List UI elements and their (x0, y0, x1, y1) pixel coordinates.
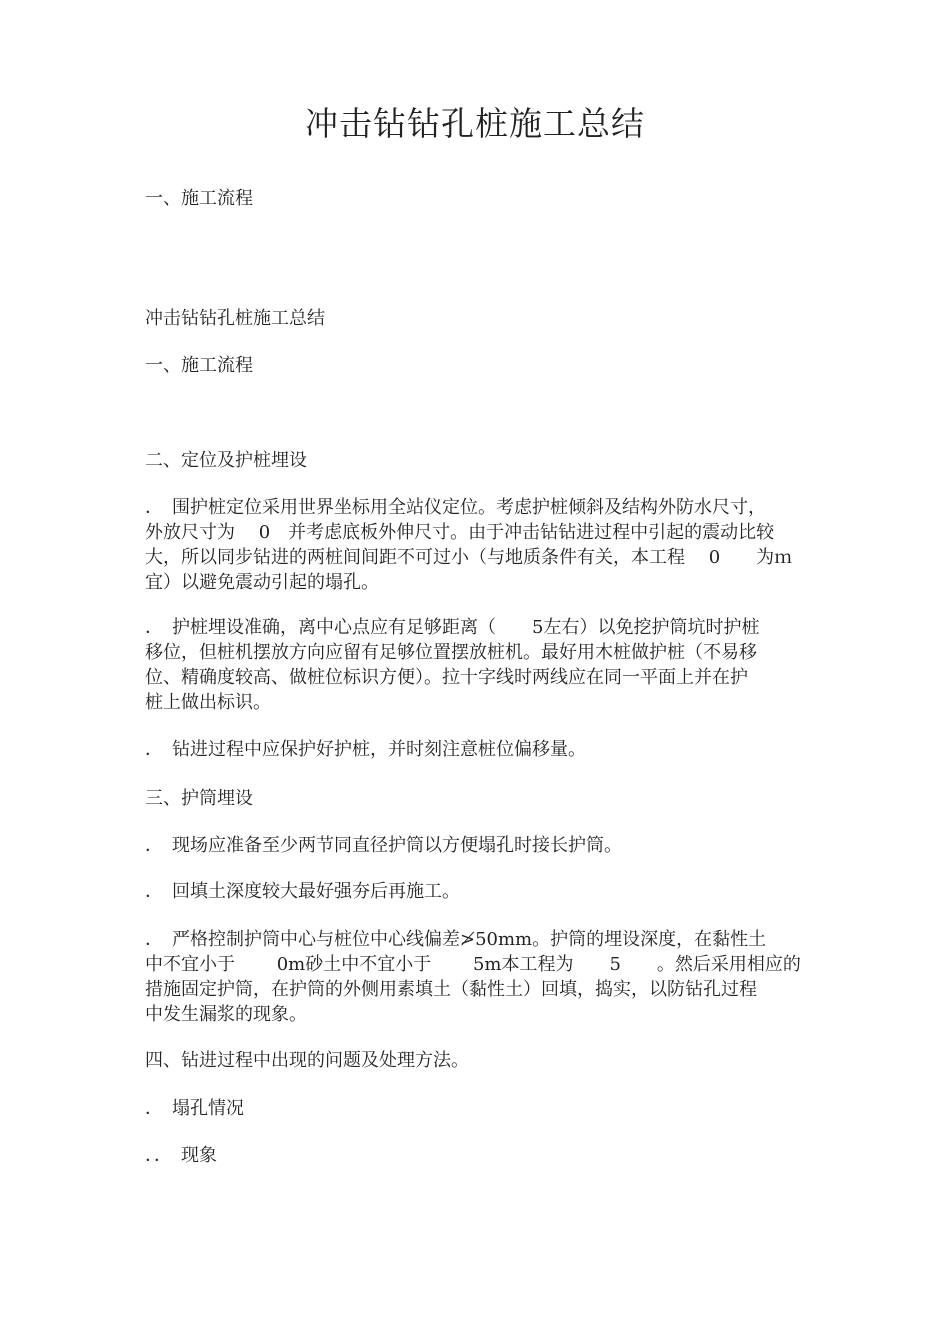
paragraph-line: ． 围护桩定位采用世界坐标用全站仪定位。考虑护桩倾斜及结构外防水尺寸， (145, 497, 766, 518)
paragraph-line: ． 护桩埋设准确，离中心点应有足够距离（ 5左右）以免挖护筒坑时护桩 (145, 617, 760, 638)
section-heading-1: 一、施工流程 (145, 188, 253, 209)
paragraph-line: 移位，但桩机摆放方向应留有足够位置摆放桩机。最好用木桩做护桩（不易移 (145, 642, 757, 663)
paragraph-line: 大，所以同步钻进的两桩间间距不可过小（与地质条件有关，本工程 0 为ｍ (145, 547, 793, 568)
repeated-title: 冲击钻钻孔桩施工总结 (145, 308, 325, 329)
section-heading-2: 二、定位及护桩埋设 (145, 450, 307, 471)
paragraph-3-1: ． 现场应准备至少两节同直径护筒以方便塌孔时接长护筒。 (145, 835, 622, 856)
subsection-collapse: ． 塌孔情况 (145, 1098, 244, 1119)
paragraph-line: ． 严格控制护筒中心与桩位中心线偏差≯50mm。护筒的埋设深度，在黏性土 (145, 929, 767, 950)
section-heading-3: 三、护筒埋设 (145, 788, 253, 809)
paragraph-2-2 (145, 615, 835, 715)
paragraph-line: 宜）以避免震动引起的塌孔。 (145, 572, 379, 593)
paragraph-line: 中不宜小于 0m砂土中不宜小于 5m本工程为 5 。然后采用相应的 (145, 954, 801, 975)
subsection-phenomenon: ．． 现象 (145, 1145, 217, 1166)
paragraph-line: 外放尺寸为 0 并考虑底板外伸尺寸。由于冲击钻钻进过程中引起的震动比较 (145, 522, 775, 543)
document-title: 冲击钻钻孔桩施工总结 (305, 104, 645, 143)
paragraph-line: 桩上做出标识。 (145, 692, 271, 713)
paragraph-line: 位、精确度较高、做桩位标识方便）。拉十字线时两线应在同一平面上并在护 (145, 667, 748, 688)
section-heading-4: 四、钻进过程中出现的问题及处理方法。 (145, 1050, 469, 1071)
paragraph-2-3: ． 钻进过程中应保护好护桩，并时刻注意桩位偏移量。 (145, 739, 586, 760)
paragraph-2-1 (145, 495, 835, 595)
paragraph-line: 措施固定护筒，在护筒的外侧用素填土（黏性土）回填，捣实，以防钻孔过程 (145, 979, 757, 1000)
paragraph-3-2: ． 回填土深度较大最好强夯后再施工。 (145, 881, 460, 902)
repeated-section-heading-1: 一、施工流程 (145, 355, 253, 376)
paragraph-line: 中发生漏浆的现象。 (145, 1004, 307, 1025)
paragraph-3-3 (145, 927, 835, 1027)
